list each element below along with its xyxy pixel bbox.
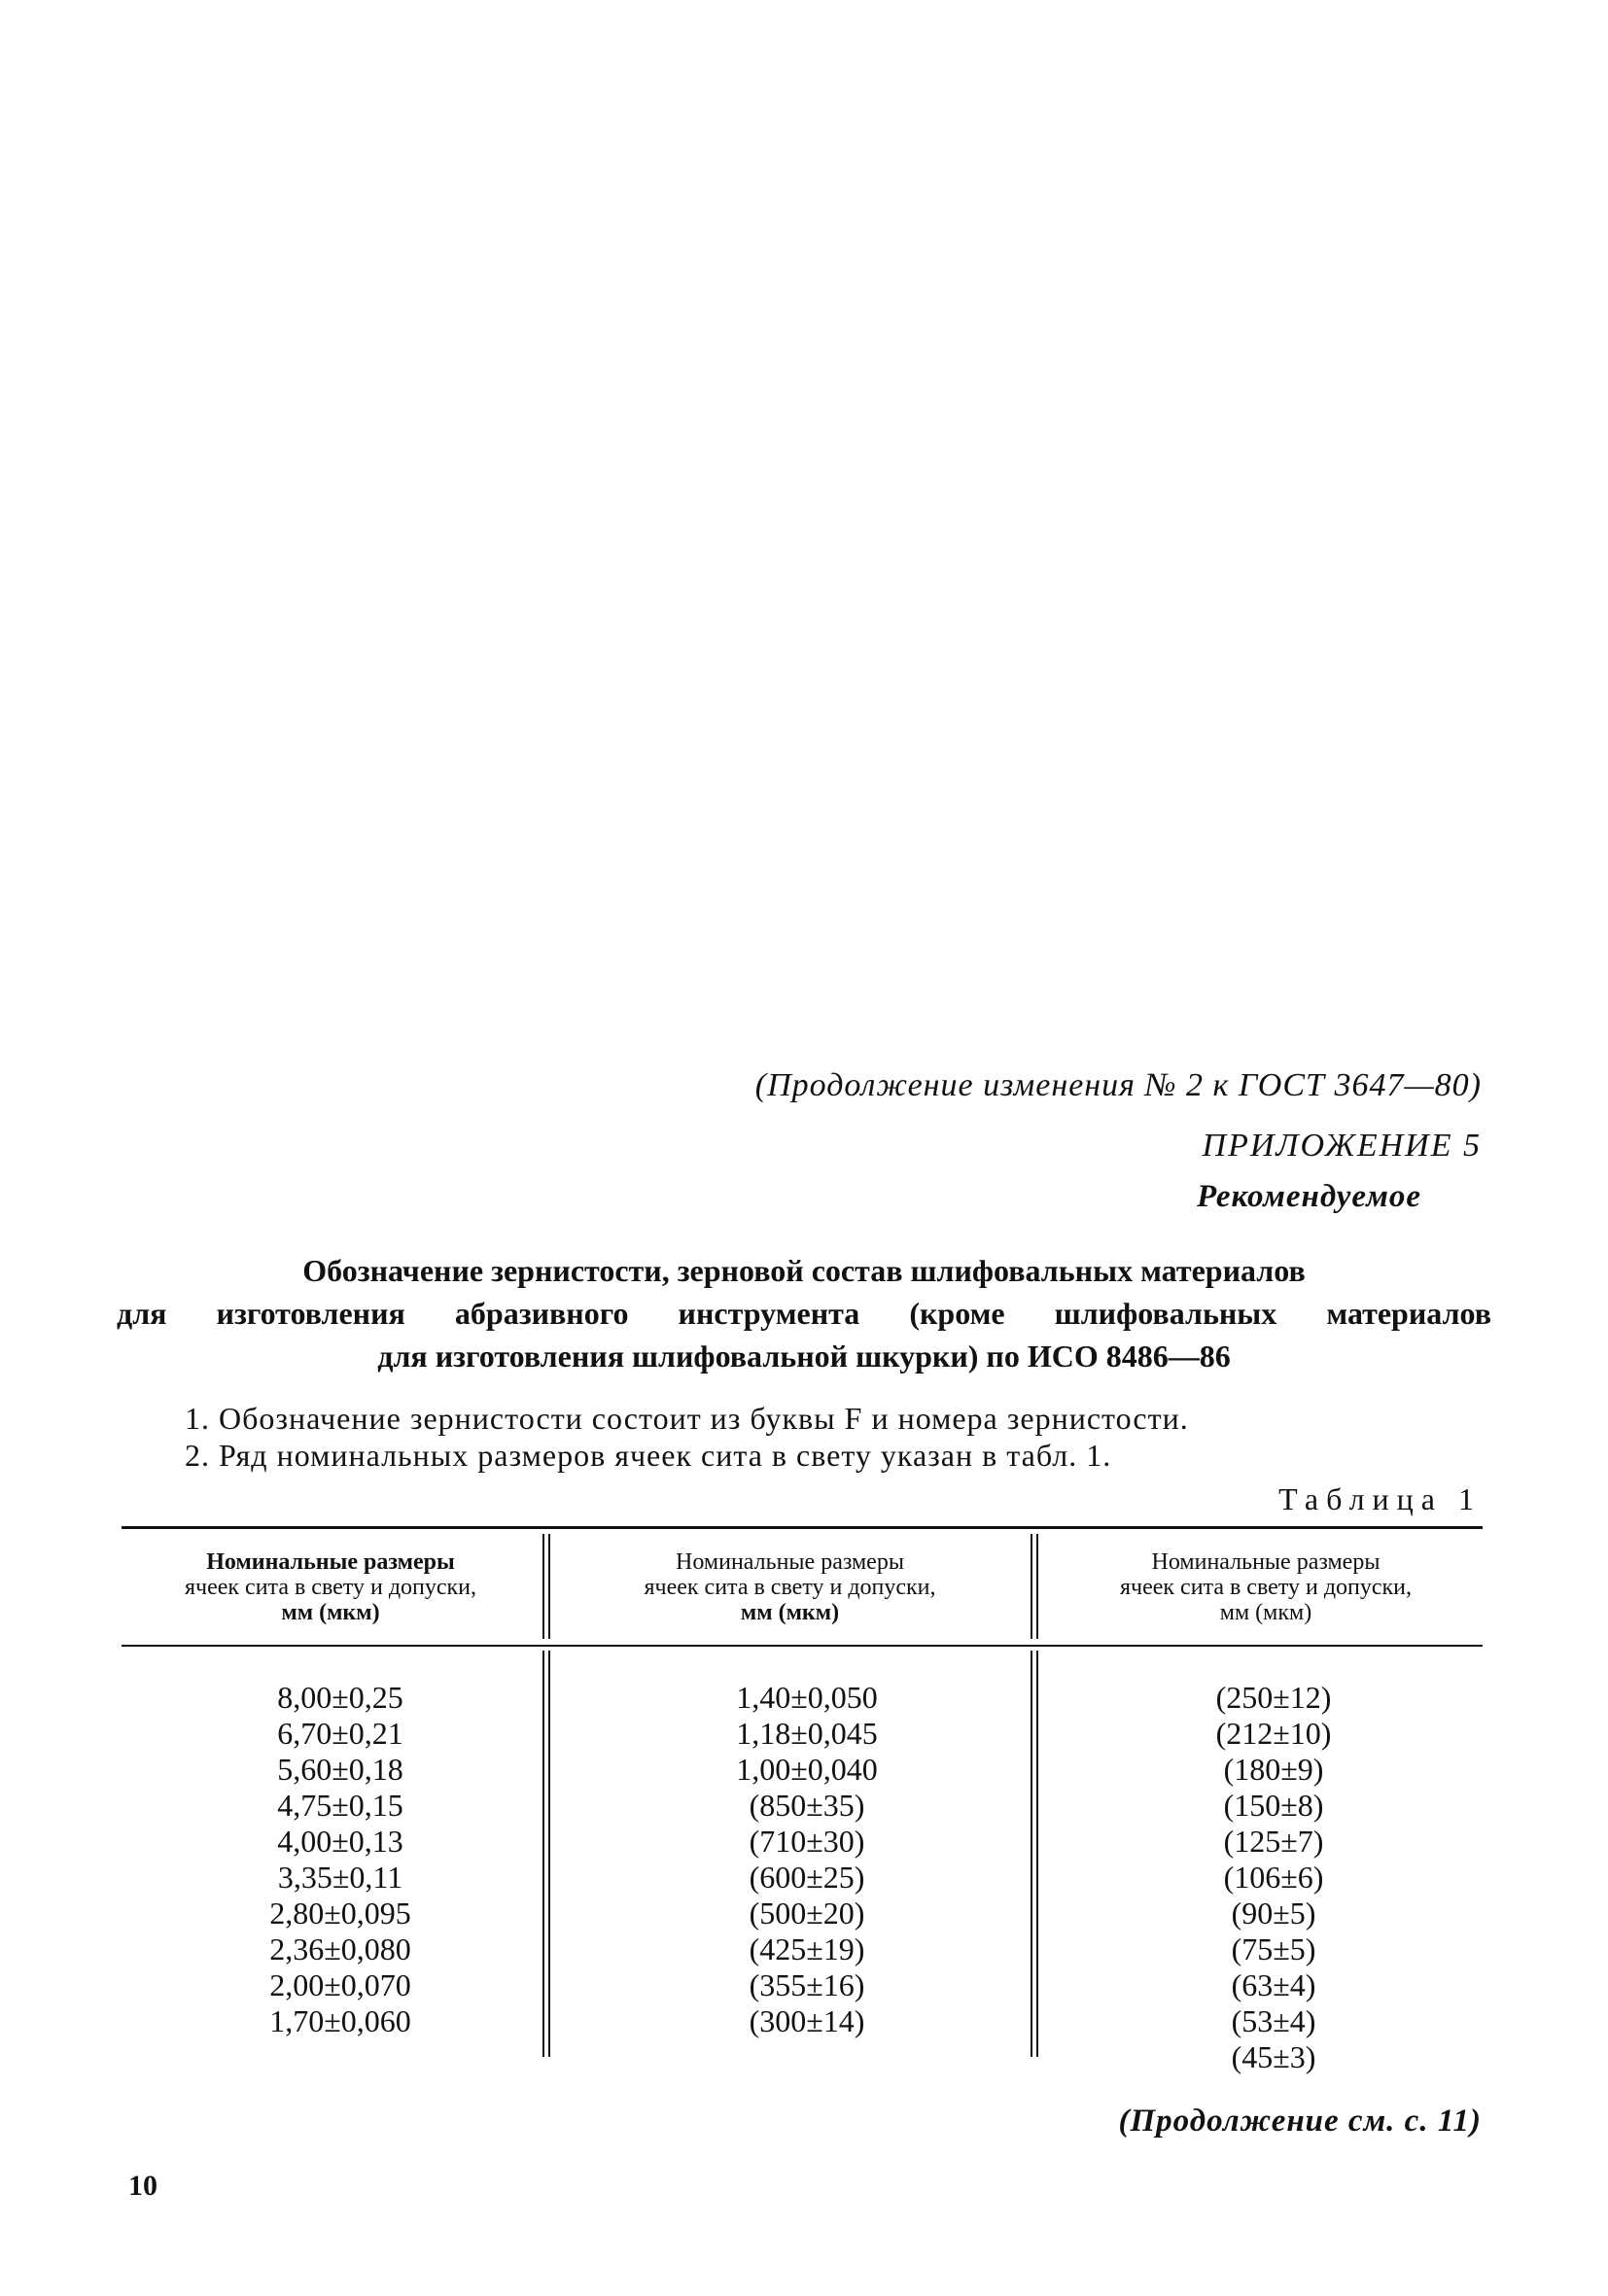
table-cell: (63±4) [1231,1967,1316,2002]
table-cell: (300±14) [749,2003,865,2038]
table-column-2 [603,1680,1011,2039]
table-cell: 6,70±0,21 [277,1716,403,1751]
continuation-footer: (Продолжение см. с. 11) [1118,2104,1482,2139]
table-cell: (600±25) [749,1860,865,1895]
table-cell: 2,36±0,080 [269,1931,411,1966]
table-cell: 1,00±0,040 [736,1752,878,1787]
header-line-1: Номинальные размеры [676,1549,904,1575]
continuation-header: (Продолжение изменения № 2 к ГОСТ 3647—80) [754,1067,1482,1103]
title-line-1: Обозначение зернистости, зерновой состав шлифовальных материалов [302,1253,1306,1288]
paragraph-2: 2. Ряд номинальных размеров ячеек сита в свету указан в табл. 1. [185,1438,1112,1473]
table-cell: (250±12) [1215,1680,1332,1715]
table-cell: 2,80±0,095 [269,1896,411,1931]
table-cell: (53±4) [1231,2003,1316,2038]
document-title [117,1249,1491,1377]
header-line-2: ячеек сита в свету и допуски, [644,1575,936,1600]
header-divider-2 [1031,1534,1038,1639]
body-divider-2 [1031,1651,1038,2057]
table-header-col-3 [1042,1549,1489,1625]
header-line-2: ячеек сита в свету и допуски, [184,1575,477,1600]
table-column-3 [1069,1680,1478,2075]
table-cell: 3,35±0,11 [277,1860,403,1895]
table-cell: (850±35) [749,1788,865,1823]
table-cell: 1,70±0,060 [269,2003,411,2038]
appendix-title: ПРИЛОЖЕНИЕ 5 [1202,1128,1482,1164]
table-label: Таблица 1 [1278,1481,1482,1516]
table-cell: 1,40±0,050 [736,1680,878,1715]
header-line-2: ячеек сита в свету и допуски, [1119,1575,1413,1600]
table-cell: 4,75±0,15 [277,1788,403,1823]
table-cell: (45±3) [1231,2039,1316,2074]
table-cell: (125±7) [1223,1824,1324,1859]
table-cell: 1,18±0,045 [736,1716,878,1751]
table-cell: (106±6) [1223,1860,1324,1895]
table-cell: (500±20) [749,1896,865,1931]
header-line-1: Номинальные размеры [1151,1549,1381,1575]
table-cell: (425±19) [749,1931,865,1966]
table-cell: (710±30) [749,1824,865,1859]
table-cell: (150±8) [1223,1788,1324,1823]
table-column-1 [136,1680,544,2039]
table-header-col-1 [117,1549,544,1625]
table-cell: (90±5) [1231,1896,1316,1931]
table-cell: (355±16) [749,1967,865,2002]
recommended-label: Рекомендуемое [1196,1179,1421,1214]
header-line-3: мм (мкм) [740,1600,840,1625]
paragraphs [185,1400,1478,1474]
table-cell: (212±10) [1215,1716,1332,1751]
title-line-2: для изготовления абразивного инструмента (кроме шлифовальных материалов [117,1296,1491,1331]
table-cell: (180±9) [1223,1752,1324,1787]
header-line-3: мм (мкм) [1219,1600,1312,1625]
table-header-col-2 [554,1549,1026,1625]
table-top-rule [122,1526,1483,1529]
table-cell: (75±5) [1231,1931,1316,1966]
paragraph-1: 1. Обозначение зернистости состоит из буквы F и номера зернистости. [185,1401,1189,1436]
table-cell: 4,00±0,13 [277,1824,403,1859]
title-line-3: для изготовления шлифовальной шкурки) по ИСО 8486—86 [377,1339,1231,1374]
header-line-3: мм (мкм) [281,1600,380,1625]
table-cell: 8,00±0,25 [277,1680,403,1715]
table-header-rule [122,1645,1483,1647]
header-line-1: Номинальные размеры [206,1549,455,1575]
page-number: 10 [128,2170,157,2202]
table-cell: 5,60±0,18 [277,1752,403,1787]
table-cell: 2,00±0,070 [269,1967,411,2002]
